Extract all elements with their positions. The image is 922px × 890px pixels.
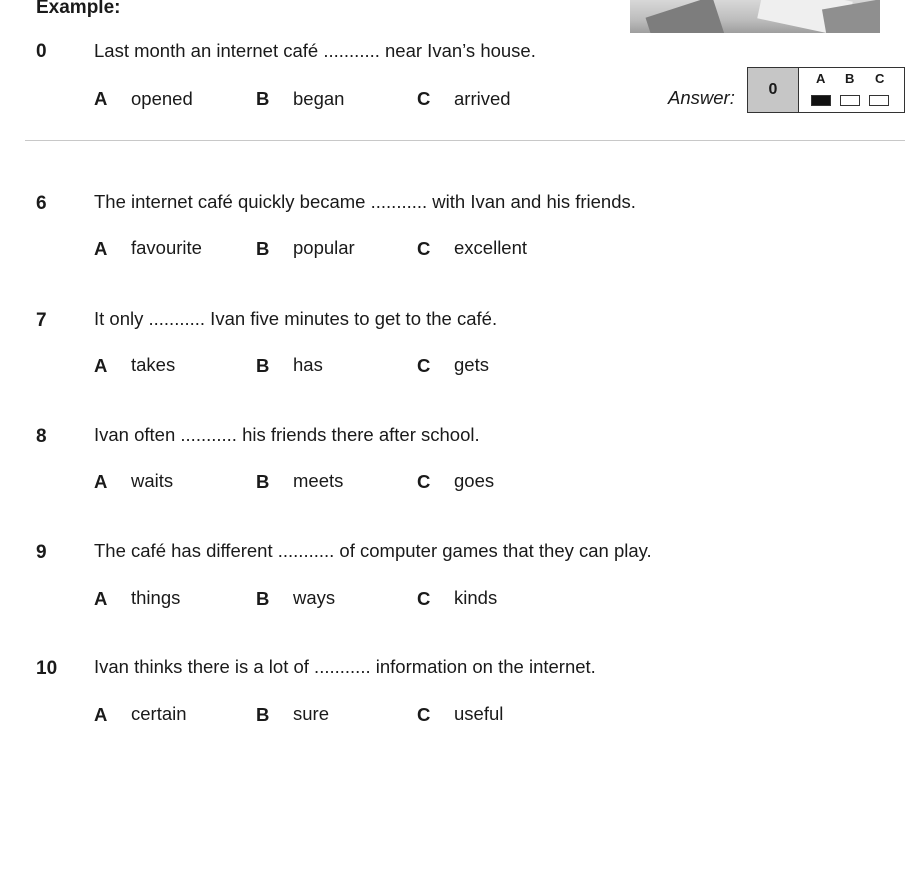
option-letter: C <box>417 704 431 725</box>
option-letter: B <box>256 88 270 109</box>
option-letter: A <box>94 355 108 376</box>
option-text[interactable]: opened <box>131 88 193 109</box>
question-text: Ivan thinks there is a lot of ........... information on the internet. <box>94 656 596 677</box>
option-letter: C <box>417 471 431 492</box>
answer-grid-number: 0 <box>748 68 799 112</box>
option-letter: A <box>94 704 108 725</box>
option-letter: B <box>256 238 270 259</box>
question-text: Last month an internet café ........... near Ivan’s house. <box>94 40 536 61</box>
option-letter: C <box>417 355 431 376</box>
question-text: The café has different ........... of computer games that they can play. <box>94 540 652 561</box>
answer-grid-header-c: C <box>875 71 885 86</box>
option-text[interactable]: gets <box>454 354 489 375</box>
option-text[interactable]: arrived <box>454 88 511 109</box>
answer-label: Answer: <box>668 87 735 108</box>
option-letter: C <box>417 588 431 609</box>
option-letter: B <box>256 588 270 609</box>
option-letter: A <box>94 238 108 259</box>
option-text[interactable]: ways <box>293 587 336 608</box>
option-text[interactable]: has <box>293 354 323 375</box>
option-letter: B <box>256 704 270 725</box>
question-number: 6 <box>36 193 47 214</box>
option-text[interactable]: meets <box>293 470 344 491</box>
section-divider <box>25 140 905 141</box>
answer-cell-c <box>869 95 889 106</box>
option-text[interactable]: useful <box>454 703 504 724</box>
option-text[interactable]: waits <box>131 470 174 491</box>
example-heading: Example: <box>36 0 121 18</box>
option-letter: B <box>256 471 270 492</box>
illustration-photo <box>630 0 880 33</box>
option-letter: C <box>417 238 431 259</box>
option-text[interactable]: things <box>131 587 181 608</box>
option-letter: A <box>94 88 108 109</box>
option-letter: A <box>94 471 108 492</box>
option-text[interactable]: certain <box>131 703 187 724</box>
answer-cell-b <box>840 95 860 106</box>
question-text: The internet café quickly became ........... with Ivan and his friends. <box>94 191 636 212</box>
question-number: 0 <box>36 41 47 62</box>
question-number: 7 <box>36 310 47 331</box>
option-text[interactable]: excellent <box>454 237 528 258</box>
option-text[interactable]: goes <box>454 470 495 491</box>
option-text[interactable]: kinds <box>454 587 498 608</box>
option-text[interactable]: favourite <box>131 237 202 258</box>
option-letter: A <box>94 588 108 609</box>
answer-grid-header-b: B <box>845 71 855 86</box>
question-text: Ivan often ........... his friends there after school. <box>94 424 480 445</box>
question-text: It only ........... Ivan five minutes to get to the café. <box>94 308 498 329</box>
answer-grid <box>747 67 905 113</box>
answer-cell-a-filled <box>811 95 831 106</box>
option-text[interactable]: takes <box>131 354 176 375</box>
question-number: 9 <box>36 542 47 563</box>
option-letter: C <box>417 88 431 109</box>
question-number: 8 <box>36 426 47 447</box>
option-text[interactable]: popular <box>293 237 355 258</box>
option-text[interactable]: began <box>293 88 345 109</box>
answer-grid-header-a: A <box>816 71 826 86</box>
question-number: 10 <box>36 658 58 679</box>
option-text[interactable]: sure <box>293 703 329 724</box>
option-letter: B <box>256 355 270 376</box>
